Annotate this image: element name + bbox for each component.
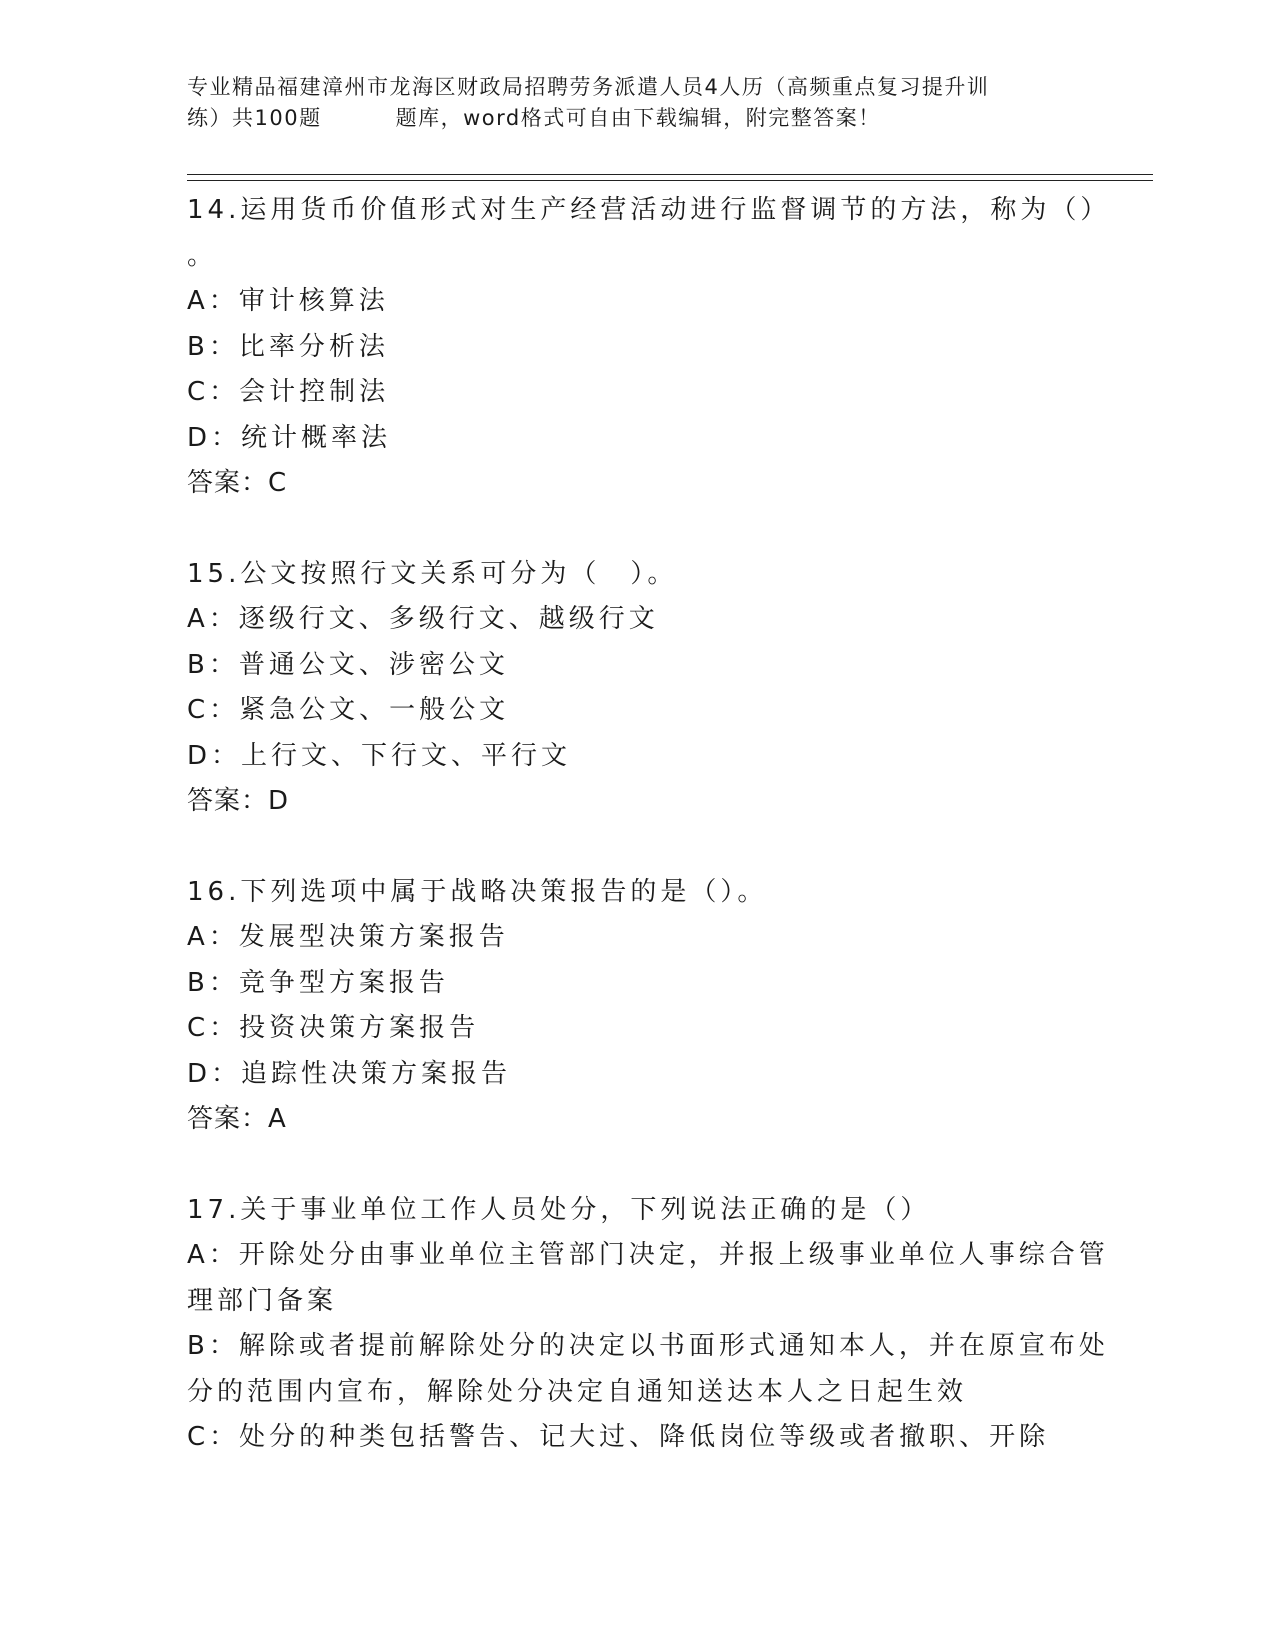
option-a: A：逐级行文、多级行文、越级行文	[187, 604, 659, 634]
option-b-continuation: 分的范围内宣布，解除处分决定自通知送达本人之日起生效	[187, 1376, 968, 1407]
option-c: C：会计控制法	[187, 377, 390, 407]
option-b: B：竞争型方案报告	[187, 967, 449, 998]
question-14	[187, 188, 1111, 507]
question-stem: 16.下列选项中属于战略决策报告的是（）。	[187, 876, 768, 907]
option-d: D：上行文、下行文、平行文	[187, 740, 572, 771]
question-list	[187, 188, 1111, 1506]
option-a: A：审计核算法	[187, 286, 389, 316]
option-a: A：开除处分由事业单位主管部门决定，并报上级事业单位人事综合管	[187, 1240, 1109, 1270]
answer: 答案：D	[187, 786, 290, 816]
option-b: B：比率分析法	[187, 331, 389, 362]
header-line-2-left: 练）共100题	[187, 106, 322, 130]
option-b: B：普通公文、涉密公文	[187, 649, 509, 680]
page-header	[187, 72, 1087, 134]
header-divider-top	[187, 174, 1153, 175]
option-b: B：解除或者提前解除处分的决定以书面形式通知本人，并在原宣布处	[187, 1331, 1109, 1361]
option-d: D：追踪性决策方案报告	[187, 1058, 512, 1089]
option-c: C：紧急公文、一般公文	[187, 695, 510, 725]
option-c: C：处分的种类包括警告、记大过、降低岗位等级或者撤职、开除	[187, 1422, 1050, 1452]
option-d: D：统计概率法	[187, 422, 392, 453]
option-c: C：投资决策方案报告	[187, 1013, 480, 1043]
answer: 答案：A	[187, 1104, 287, 1134]
question-17	[187, 1188, 1109, 1461]
header-line-2	[187, 103, 1087, 134]
question-16	[187, 870, 1067, 1143]
header-divider-bottom	[187, 180, 1153, 181]
question-stem-continuation: 。	[187, 240, 218, 271]
header-line-2-right: 题库，word格式可自由下载编辑，附完整答案！	[395, 106, 881, 130]
header-line-1: 专业精品福建漳州市龙海区财政局招聘劳务派遣人员4人历（高频重点复习提升训	[187, 75, 990, 99]
question-stem: 15.公文按照行文关系可分为（ ）。	[187, 558, 678, 589]
option-a-continuation: 理部门备案	[187, 1285, 338, 1316]
answer: 答案：C	[187, 468, 288, 498]
question-stem: 17.关于事业单位工作人员处分，下列说法正确的是（）	[187, 1194, 931, 1225]
question-15	[187, 552, 1067, 825]
option-a: A：发展型决策方案报告	[187, 922, 509, 952]
question-stem: 14.运用货币价值形式对生产经营活动进行监督调节的方法，称为（）	[187, 195, 1111, 225]
